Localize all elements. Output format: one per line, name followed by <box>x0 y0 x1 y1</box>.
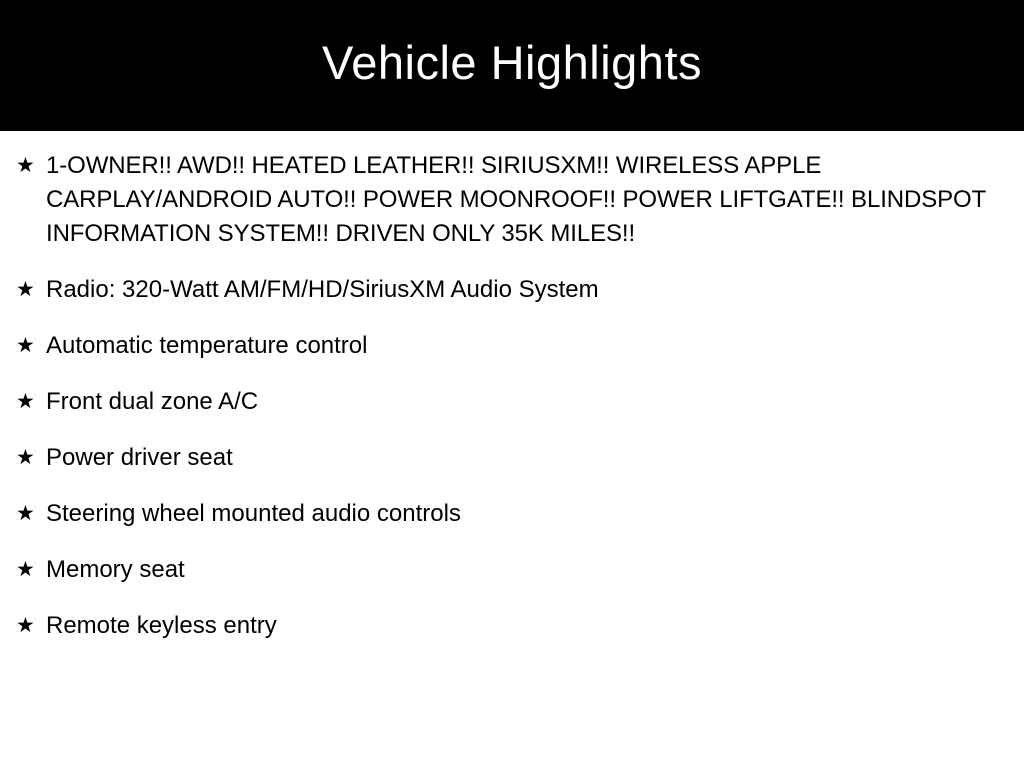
page-title: Vehicle Highlights <box>322 36 702 89</box>
list-item-label: 1-OWNER!! AWD!! HEATED LEATHER!! SIRIUSXM!! WIRELESS APPLE CARPLAY/ANDROID AUTO!! POWER MOONROOF!! POWER LIFTGATE!! BLINDSPOT INFORMATION SYSTEM!! DRIVEN ONLY 35K MILES!! <box>46 152 986 247</box>
star-icon: ★ <box>16 334 35 357</box>
list-item-label: Memory seat <box>46 556 185 583</box>
star-icon: ★ <box>16 614 35 637</box>
list-item-label: Front dual zone A/C <box>46 388 259 415</box>
star-icon: ★ <box>16 278 35 301</box>
list-item <box>14 441 1004 475</box>
list-item-label: Automatic temperature control <box>46 332 368 359</box>
list-item <box>14 385 1004 419</box>
highlights-list <box>0 131 1024 768</box>
list-item-label: Power driver seat <box>46 444 233 471</box>
page-header <box>0 0 1024 131</box>
list-item <box>14 273 1004 307</box>
list-item <box>14 497 1004 531</box>
star-icon: ★ <box>16 446 35 469</box>
list-item <box>14 149 1004 251</box>
list-item <box>14 553 1004 587</box>
list-item <box>14 609 1004 643</box>
star-icon: ★ <box>16 154 35 177</box>
list-item-label: Steering wheel mounted audio controls <box>46 500 461 527</box>
list-item <box>14 329 1004 363</box>
star-icon: ★ <box>16 390 35 413</box>
list-item-label: Radio: 320-Watt AM/FM/HD/SiriusXM Audio System <box>46 276 599 303</box>
list-item-label: Remote keyless entry <box>46 612 277 639</box>
star-icon: ★ <box>16 558 35 581</box>
star-icon: ★ <box>16 502 35 525</box>
